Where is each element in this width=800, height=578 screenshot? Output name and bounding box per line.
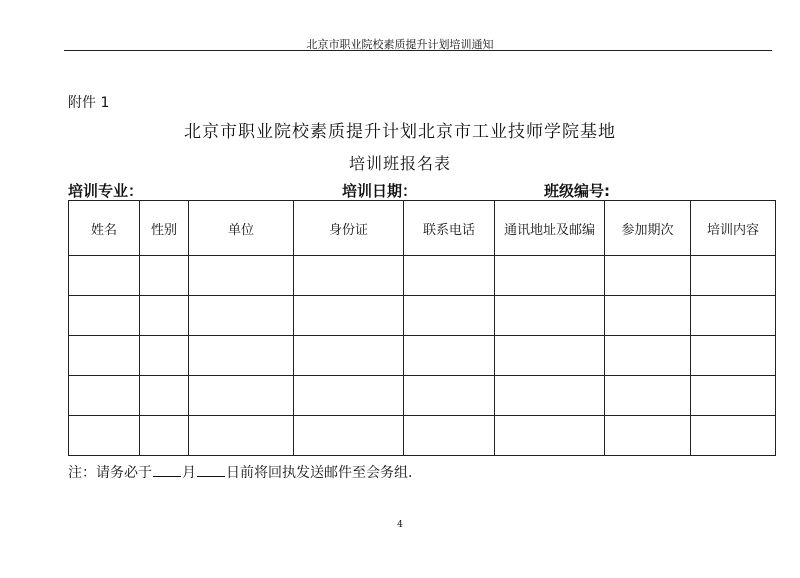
column-header-gender: 性别 (140, 201, 189, 256)
form-title: 北京市职业院校素质提升计划北京市工业技师学院基地 (184, 122, 616, 142)
table-cell[interactable] (404, 296, 495, 336)
table-row (69, 416, 776, 456)
training-major-label: 培训专业： (68, 182, 144, 200)
column-header-address: 通讯地址及邮编 (495, 201, 605, 256)
table-cell[interactable] (691, 416, 776, 456)
column-header-content: 培训内容 (691, 201, 776, 256)
table-cell[interactable] (189, 256, 294, 296)
header-rule (64, 50, 772, 51)
table-cell[interactable] (189, 336, 294, 376)
deadline-note (68, 462, 412, 482)
table-cell[interactable] (691, 336, 776, 376)
table-row (69, 336, 776, 376)
month-blank (153, 464, 181, 477)
table-cell[interactable] (495, 376, 605, 416)
table-cell[interactable] (495, 416, 605, 456)
table-cell[interactable] (691, 296, 776, 336)
running-header: 北京市职业院校素质提升计划培训通知 (306, 38, 494, 51)
table-cell[interactable] (69, 376, 140, 416)
note-prefix: 注：请务必于 (68, 465, 152, 481)
column-header-name: 姓名 (69, 201, 140, 256)
table-row (69, 296, 776, 336)
table-cell[interactable] (189, 376, 294, 416)
table-cell[interactable] (140, 336, 189, 376)
table-cell[interactable] (69, 256, 140, 296)
table-cell[interactable] (691, 256, 776, 296)
form-subtitle: 培训班报名表 (348, 154, 451, 173)
table-cell[interactable] (140, 376, 189, 416)
column-header-session: 参加期次 (605, 201, 691, 256)
table-cell[interactable] (140, 416, 189, 456)
table-cell[interactable] (605, 336, 691, 376)
table-cell[interactable] (605, 416, 691, 456)
table-cell[interactable] (294, 376, 404, 416)
column-header-id-card: 身份证 (294, 201, 404, 256)
day-blank (197, 464, 225, 477)
attachment-label: 附件 1 (68, 95, 110, 111)
table-cell[interactable] (189, 296, 294, 336)
table-cell[interactable] (691, 376, 776, 416)
table-cell[interactable] (69, 336, 140, 376)
page-number: 4 (397, 520, 403, 530)
table-cell[interactable] (605, 376, 691, 416)
table-header-row (69, 201, 776, 256)
table-cell[interactable] (294, 416, 404, 456)
column-header-employer: 单位 (189, 201, 294, 256)
table-cell[interactable] (404, 336, 495, 376)
table-cell[interactable] (495, 296, 605, 336)
table-cell[interactable] (69, 296, 140, 336)
column-header-phone: 联系电话 (404, 201, 495, 256)
table-cell[interactable] (404, 256, 495, 296)
registration-table (68, 200, 776, 456)
table-cell[interactable] (140, 296, 189, 336)
table-cell[interactable] (404, 416, 495, 456)
training-date-label: 培训日期： (342, 182, 418, 200)
table-cell[interactable] (294, 296, 404, 336)
table-row (69, 376, 776, 416)
table-cell[interactable] (495, 256, 605, 296)
table-cell[interactable] (69, 416, 140, 456)
table-cell[interactable] (495, 336, 605, 376)
class-number-label: 班级编号: (544, 182, 610, 200)
table-cell[interactable] (140, 256, 189, 296)
table-cell[interactable] (404, 376, 495, 416)
table-cell[interactable] (189, 416, 294, 456)
table-cell[interactable] (605, 296, 691, 336)
table-cell[interactable] (605, 256, 691, 296)
table-cell[interactable] (294, 336, 404, 376)
table-row (69, 256, 776, 296)
note-month: 月 (182, 465, 196, 481)
table-cell[interactable] (294, 256, 404, 296)
note-suffix: 日前将回执发送邮件至会务组. (226, 465, 413, 481)
